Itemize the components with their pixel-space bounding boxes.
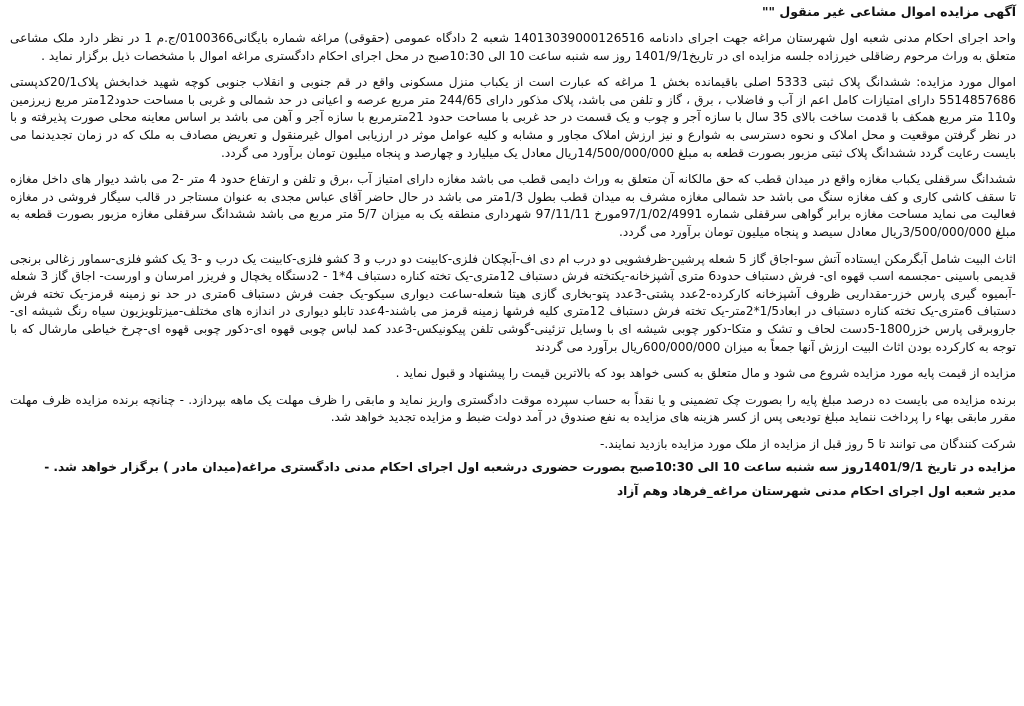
notice-title: آگهی مزایده اموال مشاعی غیر منقول "" (762, 4, 1016, 19)
schedule-paragraph: مزایده در تاریخ 1401/9/1روز سه شنبه ساعت 10 الی 10:30صبح بصورت حضوری درشعبه اول اجرای احکام مدنی دادگستری مراغه(میدان مادر ) برگزار خواهد شد. - (44, 460, 1016, 475)
signature-line: مدیر شعبه اول اجرای احکام مدنی شهرستان مراغه_فرهاد وهم آزاد (616, 484, 1016, 499)
condition-2-paragraph: برنده مزایده می بایست ده درصد مبلغ پایه را بصورت چک تضمینی و یا نقداً به حساب سپرده موقت دادگستری واریز نماید و مابقی را ظرف مهلت یک ماهه بپردازد. - چنانچه برنده مزایده ظرف مهلت مقرر مابقی بهاء را پرداخت ننماید مبلغ تودیعی پس از کسر هزینه های مزایده به نفع صندوق در آمد دولت ضبط و مزایده تجدید خواهد شد. (10, 392, 1016, 425)
property-3-paragraph: اثاث البیت شامل آبگرمکن ایستاده آتش سو-اجاق گاز 5 شعله پرشین-ظرفشویی دو درب ام دی اف-آبچکان فلزی-کابینت دو درب و 3 کشو فلزی-کابینت یک درب و -3 یک کشو فلزی-سماور زغالی برنجی قدیمی باسینی -مجسمه اسب قهوه ای- فرش دستباف حدود6 متری آشپزخانه-یکتخته فرش دستباف 12متری-یک تخته کناره دستباف 4*1 - 2دستگاه یخچال و فریزر امرسان و اورست- اجاق گاز 3 شعله -آبمیوه گیری پارس خزر-مقداریی ظروف آشپزخانه کارکرده-2عدد پشتی-3عدد پتو-بخاری گازی هیتا شعله-ساعت دیواری سیکو-یک جفت فرش دستباف 6متری در حد نو زمینه قرمز-یک تخته فرش دستباف 6متری-یک تخته کناره دستباف در ابعاد1/5*2متر-یک تخته فرش دستباف 12متری کلیه فرشها زمینه قرمز می باشند-4عدد تابلو دیواری در اندازه های مختلف-میزتلویزیون سیاه رنگ شیشه ای-جاروبرقی پارس خزر1800-5دست لحاف و تشک و متکا-دکور چوبی شیشه ای با وسایل تزئینی-گوشی تلفن پیکونیکس-3عدد کمد لباس چوبی قهوه ای-دکور چوبی قهوه ای-چرخ خیاطی مارشال که با توجه به کارکرده بودن اثاث البیت ارزش آنها جمعاً به میزان 600/000/000ریال برآورد می گردند (10, 251, 1017, 354)
condition-1-paragraph: مزایده از قیمت پایه مورد مزایده شروع می شود و مال متعلق به کسی خواهد بود که بالاترین قیمت را پیشنهاد و قبول نماید . (395, 366, 1016, 381)
intro-paragraph: واحد اجرای احکام مدنی شعبه اول شهرستان مراغه جهت اجرای دادنامه 14013039000126516 شعبه 2 دادگاه عمومی (حقوقی) مراغه شماره بایگانی0100366/ج.م 1 در نظر دارد ملک مشاعی متعلق به وراث مرحوم رضاقلی خیرزاده جلسه مزایده ای در تاریخ1401/9/1 روز سه شنبه ساعت 10 الی 10:30صبح در محل اجرای احکام دادگستری مراغه اموال با مشخصات ذیل برگزار نماید . (10, 31, 1016, 63)
property-2-paragraph: ششدانگ سرقفلی یکباب مغازه واقع در میدان قطب که حق مالکانه آن متعلق به وراث دایمی قطب می باشد مغازه دارای امتیاز آب ،برق و تلفن و ارتفاع حدود 4 متر -2 می باشد دیوار های داخل مغازه تا سقف کاشی کاری و کف مغازه سنگ می باشد حد شمالی مغازه مشرف به میدان قطب بطول 1/3متر می باشد در حال حاضر آقای عباس مجدی به عنوان مستاجر در قالب سیگار فروشی در مغازه فعالیت می نماید مساحت مغازه برابر گواهی سرقفلی شماره 97/1/02/4991مورخ 97/11/11 شهرداری منطقه یک به میزان 5/7 متر مربع می باشد ششدانگ سرقفلی مغازه مزبور بصورت قطعه به مبلغ 3/500/000/000ریال معادل سیصد و پنجاه میلیون تومان برآورد می گردد. (10, 172, 1017, 239)
property-1-paragraph: اموال مورد مزایده: ششدانگ پلاک ثبتی 5333 اصلی باقیمانده بخش 1 مراغه که عبارت است از یکباب منزل مسکونی واقع در قم جنوبی و انقلاب جنوبی کوچه شهید خدابخش پلاک20/1کدپستی 5514857686 دارای امتیازات کامل اعم از آب و فاضلاب ، برق ، گاز و تلفن می باشد، پلاک مذکور دارای 244/65 متر مربع عرصه و اعیانی در حد شمالی و غربی با مساحت حدود12متر مربع زیرزمین و110 متر مربع همکف با قدمت ساخت بالای 35 سال با سازه آجر و چوب و یک قسمت در حد غربی با مساحت حدود 21مترمربع با سازه آجر و آهن می باشد بر اساس معاینه محلی صورت پذیرفته و با در نظر گرفتن موقعیت و محل املاک و نحوه دسترسی به شوارع و نیز ارزش املاک مجاور و مشابه و کلیه عوامل موثر در ارزیابی اموال غیرمنقول و تعریض مصادف به ملک که در زمان تجدیدنما می بایست رعایت گردد ششدانگ پلاک ثبتی مزبور بصورت قطعه به مبلغ 14/500/000/000ریال معادل یک میلیارد و چهارصد و پنجاه میلیون تومان برآورد می گردد. (10, 75, 1017, 160)
condition-3-paragraph: شرکت کنندگان می توانند تا 5 روز قبل از مزایده از ملک مورد مزایده بازدید نمایند.- (600, 436, 1016, 451)
